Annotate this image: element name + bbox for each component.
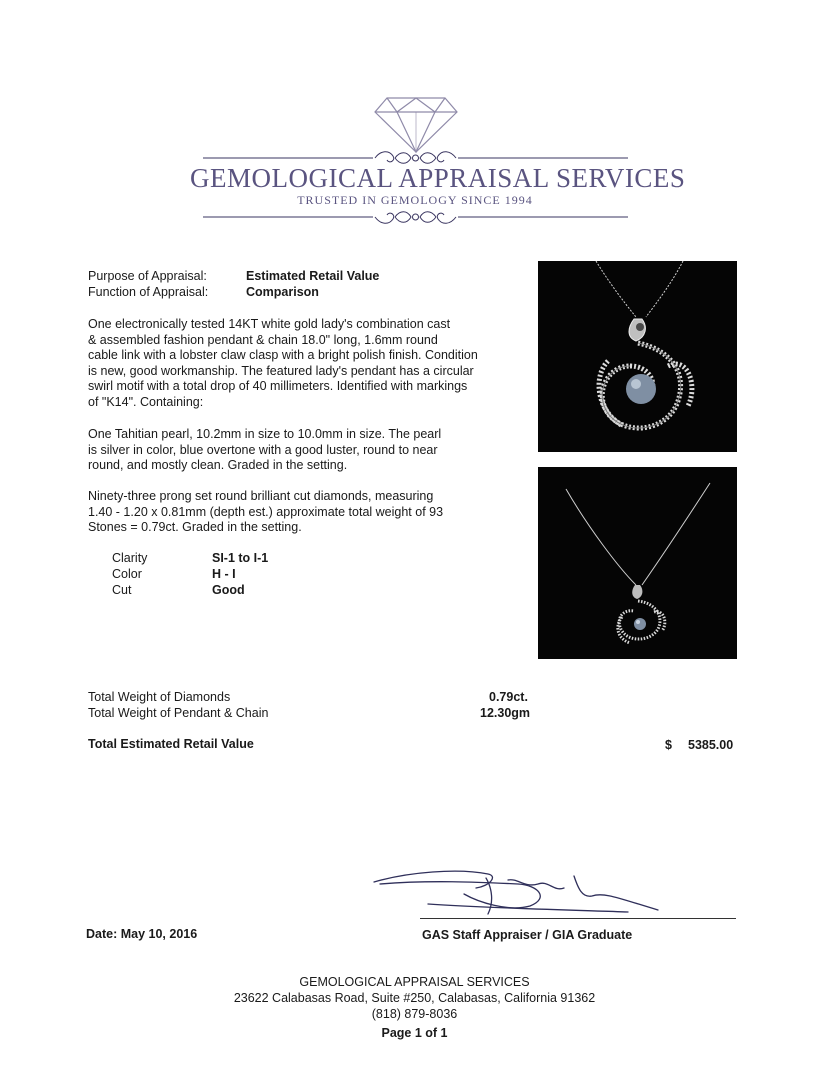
description-line: is new, good workmanship. The featured lady's pendant has a circular — [88, 363, 474, 378]
diamond-line: Ninety-three prong set round brilliant cut diamonds, measuring — [88, 489, 434, 503]
purpose-label: Purpose of Appraisal: — [88, 269, 207, 283]
signature-line — [420, 918, 736, 919]
appraiser-signature — [368, 858, 668, 920]
cut-label: Cut — [112, 583, 132, 597]
cut-value: Good — [212, 583, 245, 597]
appraiser-title: GAS Staff Appraiser / GIA Graduate — [422, 928, 633, 942]
description-line: One electronically tested 14KT white gold lady's combination cast — [88, 317, 451, 331]
appraisal-date: Date: May 10, 2016 — [86, 927, 198, 941]
pendant-closeup-photo — [538, 261, 737, 452]
retail-value: 5385.00 — [688, 738, 734, 752]
diamond-logo-icon — [373, 94, 459, 154]
color-value: H - I — [212, 567, 236, 581]
diamond-line: Stones = 0.79ct. Graded in the setting. — [88, 520, 302, 535]
diamond-weight-value: 0.79ct. — [489, 690, 528, 704]
description-line: & assembled fashion pendant & chain 18.0" long, 1.6mm round — [88, 332, 438, 347]
footer-address: 23622 Calabasas Road, Suite #250, Calabasas, California 91362 — [233, 991, 596, 1005]
pendant-chain-photo — [538, 467, 737, 659]
diamond-description — [88, 489, 528, 536]
currency-symbol: $ — [665, 738, 672, 752]
diamond-weight-label: Total Weight of Diamonds — [88, 690, 231, 704]
function-value: Comparison — [246, 285, 319, 299]
pearl-description — [88, 427, 528, 474]
description-line: swirl motif with a total drop of 40 millimeters. Identified with markings — [88, 379, 468, 394]
footer-phone: (818) 879-8036 — [371, 1007, 458, 1021]
footer-company: GEMOLOGICAL APPRAISAL SERVICES — [299, 975, 530, 989]
description-line: cable link with a lobster claw clasp with a bright polish finish. Condition — [88, 348, 478, 363]
pendant-weight-value: 12.30gm — [480, 706, 531, 720]
pearl-line: One Tahitian pearl, 10.2mm in size to 10.0mm in size. The pearl — [88, 427, 442, 441]
function-label: Function of Appraisal: — [88, 285, 209, 299]
retail-value-label: Total Estimated Retail Value — [88, 737, 254, 751]
clarity-label: Clarity — [112, 551, 148, 565]
bottom-ornament-divider — [203, 207, 628, 227]
company-tagline: TRUSTED IN GEMOLOGY SINCE 1994 — [297, 193, 533, 207]
pearl-line: is silver in color, blue overtone with a good luster, round to near — [88, 442, 438, 457]
page-number: Page 1 of 1 — [381, 1026, 448, 1040]
diamond-line: 1.40 - 1.20 x 0.81mm (depth est.) approximate total weight of 93 — [88, 504, 444, 519]
pearl-line: round, and mostly clean. Graded in the setting. — [88, 458, 348, 473]
item-description — [88, 317, 528, 411]
pendant-weight-label: Total Weight of Pendant & Chain — [88, 706, 269, 720]
company-name: GEMOLOGICAL APPRAISAL SERVICES — [190, 163, 686, 193]
description-line: of "K14". Containing: — [88, 394, 204, 409]
color-label: Color — [112, 567, 142, 581]
purpose-value: Estimated Retail Value — [246, 269, 380, 283]
clarity-value: SI-1 to I-1 — [212, 551, 269, 565]
